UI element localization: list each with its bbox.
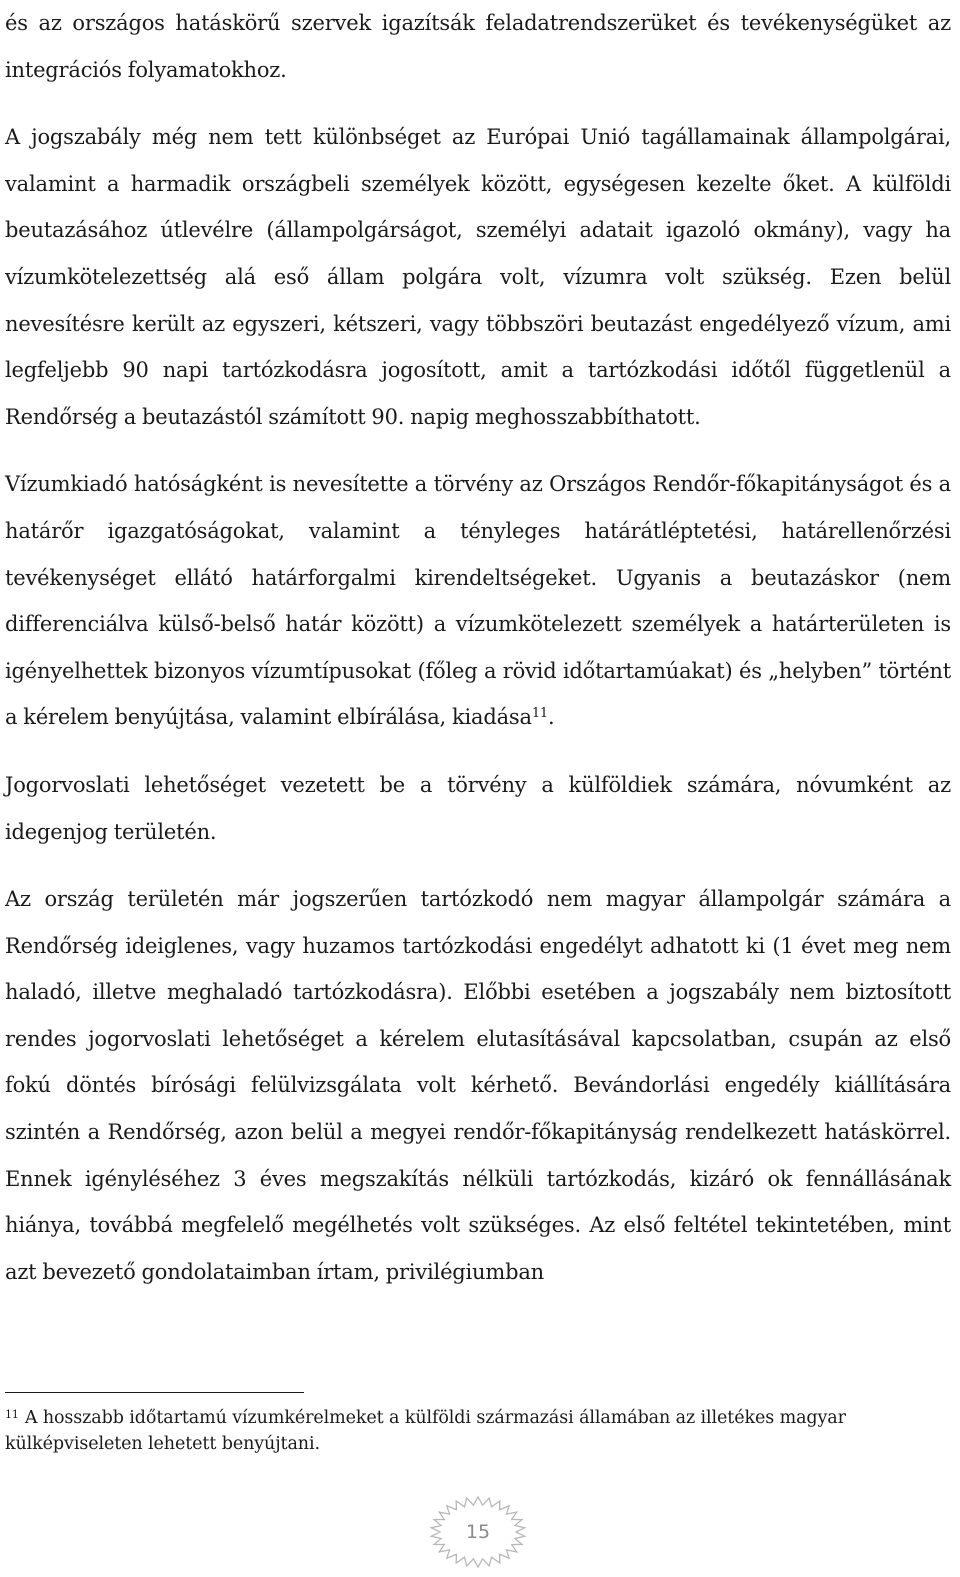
- paragraph-3-end: .: [547, 705, 555, 730]
- footnote-reference-11[interactable]: 11: [531, 706, 548, 722]
- paragraph-3-text: Vízumkiadó hatóságként is nevesítette a törvény az Országos Rendőr-főkapitányságot és a határőr igazgatóságokat, valamint a tényleges határátléptetési, határellenőrzési tevékenységet ellátó határforgalmi kirendeltségeket. Ugyanis a beutazáskor (nem differenciálva külső-belső határ között) a vízumkötelezett személyek a határterületen is igényelhettek bizonyos vízumtípusokat (főleg a rövid időtartamúakat) és „helyben” történt a kérelem benyújtása, valamint elbírálása, kiadása: [5, 472, 951, 730]
- paragraph-5: Az ország területén már jogszerűen tartózkodó nem magyar állampolgár számára a Rendőrség ideiglenes, vagy huzamos tartózkodási engedélyt adhatott ki (1 évet meg nem haladó, illetve meghaladó tartózkodásra). Előbbi esetében a jogszabály nem biztosított rendes jogorvoslati lehetőséget a kérelem elutasításával kapcsolatban, csupán az első fokú döntés bírósági felülvizsgálata volt kérhető. Bevándorlási engedély kiállítására szintén a Rendőrség, azon belül a megyei rendőr-főkapitányság rendelkezett hatáskörrel. Ennek igényléséhez 3 éves megszakítás nélküli tartózkodás, kizáró ok fennállásának hiánya, továbbá megfelelő megélhetés volt szükséges. Az első feltétel tekintetében, mint azt bevezető gondolataimban írtam, privilégiumban: [5, 887, 951, 1284]
- footnote-11: [5, 1405, 951, 1457]
- footnote-text: A hosszabb időtartamú vízumkérelmeket a külföldi származási államában az illetékes magyar külképviseleten lehetett benyújtani.: [5, 1408, 846, 1454]
- page-number: 15: [465, 1521, 491, 1543]
- document-body: [5, 0, 951, 1295]
- footnote-number: 11: [5, 1408, 19, 1421]
- footnote-separator: [5, 1392, 304, 1393]
- paragraph-1: és az országos hatáskörű szervek igazítsák feladatrendszerüket és tevékenységüket az integrációs folyamatokhoz.: [5, 11, 951, 82]
- paragraph-4: Jogorvoslati lehetőséget vezetett be a törvény a külföldiek számára, nóvumként az idegenjog területén.: [5, 772, 951, 844]
- page-number-badge: [428, 1494, 528, 1570]
- paragraph-3: [5, 461, 951, 741]
- paragraph-2: A jogszabály még nem tett különbséget az Európai Unió tagállamainak állampolgárai, valamint a harmadik országbeli személyek között, egységesen kezelte őket. A külföldi beutazásához útlevélre (állampolgárságot, személyi adatait igazoló okmány), vagy ha vízumkötelezettség alá eső állam polgára volt, vízumra volt szükség. Ezen belül nevesítésre került az egyszeri, kétszeri, vagy többszöri beutazást engedélyező vízum, ami legfeljebb 90 napi tartózkodásra jogosított, amit a tartózkodási időtől függetlenül a Rendőrség a beutazástól számított 90. napig meghosszabbíthatott.: [5, 125, 951, 429]
